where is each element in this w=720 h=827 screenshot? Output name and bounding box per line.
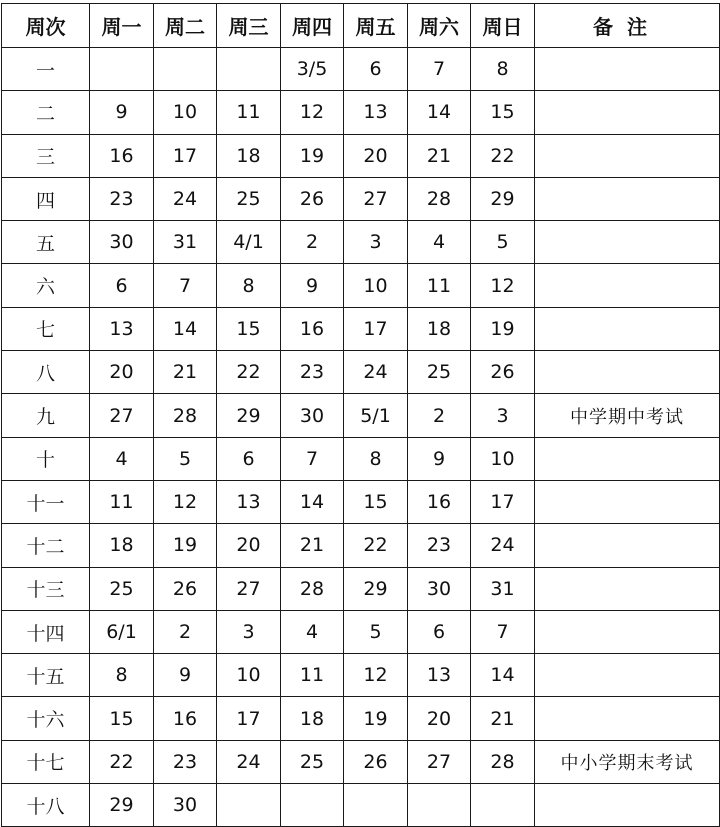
date-cell: 14 <box>408 91 471 134</box>
date-cell: 4/1 <box>217 221 281 264</box>
table-row <box>2 221 720 264</box>
date-cell <box>408 784 471 827</box>
date-cell: 29 <box>471 177 535 220</box>
date-cell: 25 <box>90 567 154 610</box>
week-number-cell: 七 <box>2 307 90 350</box>
date-cell: 17 <box>154 134 217 177</box>
notes-column-header: 备注 <box>535 4 720 48</box>
date-cell: 11 <box>90 480 154 523</box>
note-cell <box>535 177 720 220</box>
date-cell: 9 <box>281 264 344 307</box>
date-cell: 21 <box>471 697 535 740</box>
week-number-cell: 十三 <box>2 567 90 610</box>
table-row <box>2 264 720 307</box>
date-cell: 7 <box>281 437 344 480</box>
date-cell: 7 <box>154 264 217 307</box>
date-cell: 18 <box>281 697 344 740</box>
note-cell <box>535 480 720 523</box>
school-calendar-table <box>1 3 720 827</box>
table-row <box>2 524 720 567</box>
date-cell: 12 <box>281 91 344 134</box>
date-cell: 30 <box>90 221 154 264</box>
table-row <box>2 654 720 697</box>
date-cell: 10 <box>471 437 535 480</box>
date-cell: 29 <box>344 567 408 610</box>
date-cell: 11 <box>217 91 281 134</box>
date-cell: 24 <box>344 351 408 394</box>
date-cell <box>217 784 281 827</box>
table-row <box>2 134 720 177</box>
date-cell: 27 <box>90 394 154 437</box>
week-number-cell: 十五 <box>2 654 90 697</box>
note-cell <box>535 784 720 827</box>
table-row <box>2 394 720 437</box>
date-cell: 5 <box>154 437 217 480</box>
date-cell: 30 <box>154 784 217 827</box>
date-cell: 16 <box>408 480 471 523</box>
date-cell: 13 <box>217 480 281 523</box>
date-cell: 5 <box>471 221 535 264</box>
date-cell: 15 <box>344 480 408 523</box>
date-cell: 14 <box>281 480 344 523</box>
date-cell: 3 <box>471 394 535 437</box>
table-row <box>2 480 720 523</box>
date-cell: 13 <box>408 654 471 697</box>
date-cell: 24 <box>154 177 217 220</box>
date-cell: 20 <box>217 524 281 567</box>
date-cell: 12 <box>471 264 535 307</box>
table-row <box>2 177 720 220</box>
week-number-cell: 三 <box>2 134 90 177</box>
week-number-cell: 十八 <box>2 784 90 827</box>
table-row <box>2 437 720 480</box>
calendar-body <box>2 48 720 827</box>
date-cell: 10 <box>217 654 281 697</box>
date-cell: 2 <box>408 394 471 437</box>
date-cell: 12 <box>344 654 408 697</box>
note-cell <box>535 437 720 480</box>
date-cell: 17 <box>217 697 281 740</box>
monday-column-header: 周一 <box>90 4 154 48</box>
week-number-cell: 十二 <box>2 524 90 567</box>
date-cell: 21 <box>281 524 344 567</box>
date-cell <box>281 784 344 827</box>
date-cell: 9 <box>408 437 471 480</box>
date-cell: 18 <box>90 524 154 567</box>
note-cell <box>535 654 720 697</box>
table-row <box>2 610 720 653</box>
week-number-cell: 一 <box>2 48 90 91</box>
date-cell: 19 <box>154 524 217 567</box>
date-cell: 27 <box>217 567 281 610</box>
date-cell: 2 <box>154 610 217 653</box>
date-cell <box>217 48 281 91</box>
note-cell: 中学期中考试 <box>535 394 720 437</box>
note-cell: 中小学期末考试 <box>535 740 720 783</box>
week-number-cell: 十七 <box>2 740 90 783</box>
date-cell: 28 <box>408 177 471 220</box>
date-cell: 3 <box>344 221 408 264</box>
date-cell: 20 <box>344 134 408 177</box>
date-cell: 29 <box>217 394 281 437</box>
date-cell: 26 <box>471 351 535 394</box>
date-cell: 19 <box>281 134 344 177</box>
date-cell: 8 <box>90 654 154 697</box>
date-cell: 22 <box>217 351 281 394</box>
date-cell: 30 <box>408 567 471 610</box>
date-cell: 20 <box>90 351 154 394</box>
tuesday-column-header: 周二 <box>154 4 217 48</box>
date-cell: 7 <box>471 610 535 653</box>
date-cell: 17 <box>344 307 408 350</box>
date-cell: 7 <box>408 48 471 91</box>
date-cell: 21 <box>408 134 471 177</box>
note-cell <box>535 91 720 134</box>
date-cell: 19 <box>344 697 408 740</box>
note-cell <box>535 567 720 610</box>
note-cell <box>535 524 720 567</box>
table-row <box>2 784 720 827</box>
table-row <box>2 697 720 740</box>
date-cell: 23 <box>154 740 217 783</box>
wednesday-column-header: 周三 <box>217 4 281 48</box>
date-cell: 5 <box>344 610 408 653</box>
date-cell: 9 <box>90 91 154 134</box>
date-cell: 21 <box>154 351 217 394</box>
date-cell: 11 <box>281 654 344 697</box>
note-cell <box>535 264 720 307</box>
date-cell: 8 <box>217 264 281 307</box>
date-cell: 19 <box>471 307 535 350</box>
week-number-cell: 九 <box>2 394 90 437</box>
date-cell: 3/5 <box>281 48 344 91</box>
date-cell: 6 <box>90 264 154 307</box>
date-cell: 23 <box>281 351 344 394</box>
date-cell: 31 <box>471 567 535 610</box>
note-cell <box>535 610 720 653</box>
date-cell: 26 <box>154 567 217 610</box>
week-number-cell: 十 <box>2 437 90 480</box>
table-row <box>2 740 720 783</box>
date-cell: 4 <box>408 221 471 264</box>
week-column-header: 周次 <box>2 4 90 48</box>
week-number-cell: 八 <box>2 351 90 394</box>
date-cell: 26 <box>344 740 408 783</box>
date-cell: 18 <box>408 307 471 350</box>
date-cell: 15 <box>471 91 535 134</box>
date-cell: 5/1 <box>344 394 408 437</box>
thursday-column-header: 周四 <box>281 4 344 48</box>
date-cell: 16 <box>281 307 344 350</box>
date-cell: 6/1 <box>90 610 154 653</box>
date-cell: 8 <box>471 48 535 91</box>
week-number-cell: 二 <box>2 91 90 134</box>
date-cell <box>90 48 154 91</box>
date-cell: 25 <box>217 177 281 220</box>
week-number-cell: 十一 <box>2 480 90 523</box>
date-cell: 20 <box>408 697 471 740</box>
date-cell: 17 <box>471 480 535 523</box>
note-cell <box>535 134 720 177</box>
date-cell: 15 <box>217 307 281 350</box>
date-cell: 14 <box>471 654 535 697</box>
date-cell: 27 <box>408 740 471 783</box>
date-cell: 28 <box>154 394 217 437</box>
date-cell: 6 <box>408 610 471 653</box>
note-cell <box>535 307 720 350</box>
table-row <box>2 307 720 350</box>
date-cell: 3 <box>217 610 281 653</box>
date-cell: 18 <box>217 134 281 177</box>
note-cell <box>535 351 720 394</box>
date-cell: 23 <box>90 177 154 220</box>
date-cell: 6 <box>344 48 408 91</box>
week-number-cell: 十六 <box>2 697 90 740</box>
date-cell: 6 <box>217 437 281 480</box>
date-cell: 25 <box>281 740 344 783</box>
date-cell: 22 <box>90 740 154 783</box>
date-cell: 26 <box>281 177 344 220</box>
week-number-cell: 四 <box>2 177 90 220</box>
date-cell <box>344 784 408 827</box>
note-cell <box>535 48 720 91</box>
saturday-column-header: 周六 <box>408 4 471 48</box>
date-cell: 31 <box>154 221 217 264</box>
date-cell: 4 <box>281 610 344 653</box>
header-row <box>2 4 720 48</box>
date-cell: 13 <box>344 91 408 134</box>
date-cell: 22 <box>471 134 535 177</box>
date-cell: 10 <box>344 264 408 307</box>
date-cell: 11 <box>408 264 471 307</box>
date-cell: 16 <box>90 134 154 177</box>
date-cell: 14 <box>154 307 217 350</box>
table-row <box>2 48 720 91</box>
week-number-cell: 六 <box>2 264 90 307</box>
table-row <box>2 567 720 610</box>
date-cell: 16 <box>154 697 217 740</box>
date-cell: 12 <box>154 480 217 523</box>
date-cell: 30 <box>281 394 344 437</box>
date-cell <box>154 48 217 91</box>
week-number-cell: 五 <box>2 221 90 264</box>
date-cell: 22 <box>344 524 408 567</box>
sunday-column-header: 周日 <box>471 4 535 48</box>
friday-column-header: 周五 <box>344 4 408 48</box>
date-cell: 10 <box>154 91 217 134</box>
date-cell: 28 <box>281 567 344 610</box>
date-cell: 13 <box>90 307 154 350</box>
table-row <box>2 351 720 394</box>
date-cell: 9 <box>154 654 217 697</box>
week-number-cell: 十四 <box>2 610 90 653</box>
date-cell: 25 <box>408 351 471 394</box>
date-cell: 27 <box>344 177 408 220</box>
note-cell <box>535 221 720 264</box>
date-cell <box>471 784 535 827</box>
date-cell: 8 <box>344 437 408 480</box>
date-cell: 15 <box>90 697 154 740</box>
date-cell: 2 <box>281 221 344 264</box>
note-cell <box>535 697 720 740</box>
date-cell: 24 <box>217 740 281 783</box>
date-cell: 4 <box>90 437 154 480</box>
date-cell: 28 <box>471 740 535 783</box>
date-cell: 24 <box>471 524 535 567</box>
table-row <box>2 91 720 134</box>
date-cell: 23 <box>408 524 471 567</box>
date-cell: 29 <box>90 784 154 827</box>
